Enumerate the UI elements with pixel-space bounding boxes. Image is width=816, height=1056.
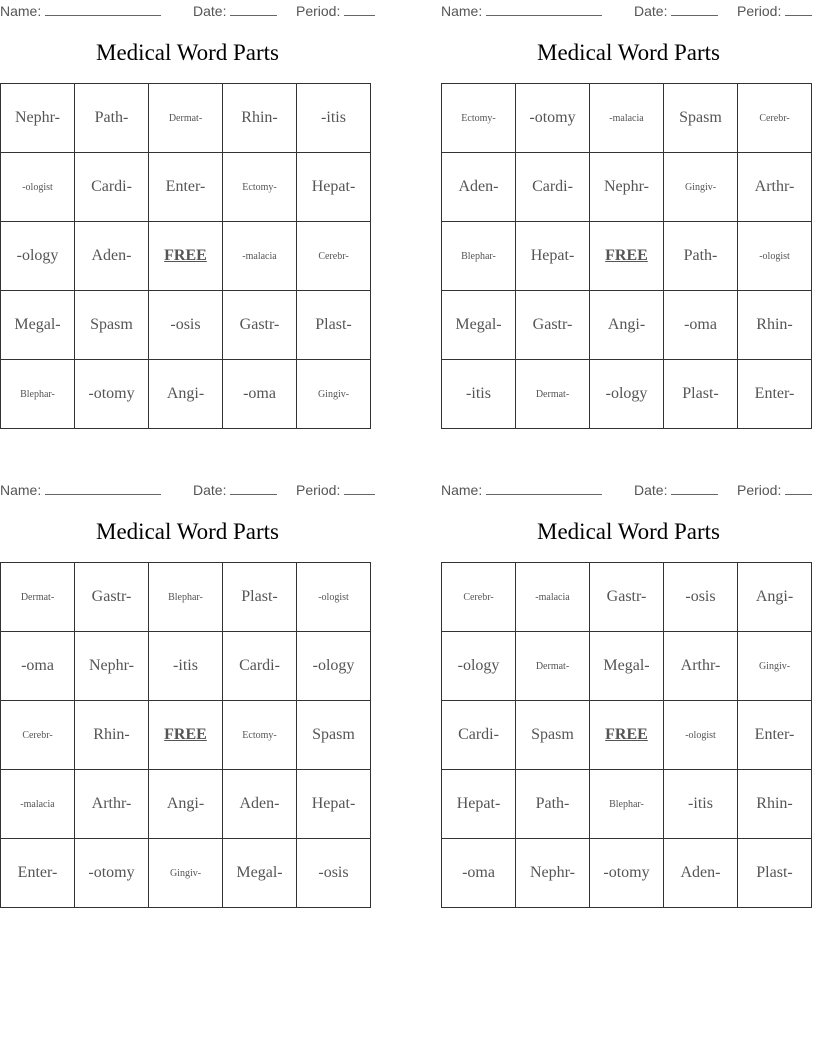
grid-row [1, 360, 371, 429]
grid-cell: Rhin- [223, 84, 297, 153]
name-blank [45, 3, 161, 16]
grid-cell: Cardi- [223, 632, 297, 701]
grid-cell: Arthr- [75, 770, 149, 839]
period-label: Period: [737, 482, 782, 498]
name-blank [45, 482, 161, 495]
grid-cell: -otomy [590, 839, 664, 908]
grid-cell: Gingiv- [738, 632, 812, 701]
bingo-grid [441, 562, 812, 908]
grid-cell: -otomy [516, 84, 590, 153]
period-blank [344, 482, 375, 495]
grid-cell: Hepat- [297, 770, 371, 839]
grid-cell: Cardi- [75, 153, 149, 222]
grid-cell: Megal- [590, 632, 664, 701]
period-field [737, 482, 812, 498]
grid-cell: Angi- [149, 360, 223, 429]
period-field [737, 3, 812, 19]
grid-cell: Ectomy- [442, 84, 516, 153]
grid-row [442, 839, 812, 908]
bingo-grid [0, 562, 371, 908]
grid-cell: Gingiv- [664, 153, 738, 222]
grid-row [442, 563, 812, 632]
grid-cell: Gingiv- [149, 839, 223, 908]
grid-cell: Plast- [738, 839, 812, 908]
period-label: Period: [737, 3, 782, 19]
grid-cell: -malacia [590, 84, 664, 153]
grid-cell: Path- [664, 222, 738, 291]
grid-cell: -itis [149, 632, 223, 701]
grid-cell: Rhin- [738, 770, 812, 839]
grid-cell: Nephr- [75, 632, 149, 701]
grid-cell: Plast- [297, 291, 371, 360]
grid-cell: -ology [1, 222, 75, 291]
grid-cell: -itis [442, 360, 516, 429]
grid-row [1, 839, 371, 908]
period-blank [344, 3, 375, 16]
grid-cell: Angi- [590, 291, 664, 360]
grid-cell: Plast- [664, 360, 738, 429]
name-blank [486, 482, 602, 495]
period-label: Period: [296, 482, 341, 498]
grid-cell: -ology [442, 632, 516, 701]
grid-cell: -otomy [75, 360, 149, 429]
grid-cell: Path- [516, 770, 590, 839]
grid-row [1, 84, 371, 153]
date-label: Date: [193, 3, 227, 19]
grid-cell: Nephr- [516, 839, 590, 908]
grid-row [1, 222, 371, 291]
date-label: Date: [634, 3, 668, 19]
grid-cell: Enter- [149, 153, 223, 222]
grid-row [442, 84, 812, 153]
grid-cell: Rhin- [738, 291, 812, 360]
free-space: FREE [149, 222, 223, 291]
grid-cell: -otomy [75, 839, 149, 908]
grid-cell: Dermat- [516, 632, 590, 701]
grid-cell: Hepat- [442, 770, 516, 839]
grid-row [442, 291, 812, 360]
date-field [193, 482, 277, 498]
grid-row [442, 701, 812, 770]
grid-cell: Ectomy- [223, 153, 297, 222]
grid-cell: Plast- [223, 563, 297, 632]
grid-cell: -oma [1, 632, 75, 701]
grid-cell: Angi- [149, 770, 223, 839]
grid-cell: Hepat- [516, 222, 590, 291]
grid-row [1, 153, 371, 222]
date-blank [671, 482, 718, 495]
grid-cell: -osis [664, 563, 738, 632]
date-blank [671, 3, 718, 16]
grid-cell: Cardi- [516, 153, 590, 222]
grid-cell: Megal- [1, 291, 75, 360]
grid-cell: -ologist [738, 222, 812, 291]
grid-cell: Angi- [738, 563, 812, 632]
grid-cell: Aden- [664, 839, 738, 908]
grid-cell: -malacia [1, 770, 75, 839]
grid-cell: Spasm [664, 84, 738, 153]
name-label: Name: [441, 482, 483, 498]
grid-cell: Aden- [75, 222, 149, 291]
grid-cell: -malacia [516, 563, 590, 632]
period-label: Period: [296, 3, 341, 19]
grid-cell: Cardi- [442, 701, 516, 770]
card-title: Medical Word Parts [96, 519, 279, 544]
grid-row [1, 701, 371, 770]
grid-cell: Cerebr- [1, 701, 75, 770]
grid-cell: -ology [297, 632, 371, 701]
grid-cell: -malacia [223, 222, 297, 291]
grid-row [1, 563, 371, 632]
grid-cell: Dermat- [516, 360, 590, 429]
grid-cell: -osis [297, 839, 371, 908]
name-field [441, 3, 602, 19]
grid-cell: Spasm [75, 291, 149, 360]
grid-cell: -oma [223, 360, 297, 429]
bingo-grid [0, 83, 371, 429]
grid-row [442, 222, 812, 291]
date-blank [230, 3, 277, 16]
period-blank [785, 3, 812, 16]
grid-cell: Spasm [516, 701, 590, 770]
grid-cell: Cerebr- [442, 563, 516, 632]
grid-cell: Dermat- [1, 563, 75, 632]
name-field [441, 482, 602, 498]
name-field [0, 482, 161, 498]
free-space: FREE [590, 701, 664, 770]
card-title: Medical Word Parts [537, 519, 720, 544]
name-blank [486, 3, 602, 16]
grid-cell: -ologist [664, 701, 738, 770]
grid-cell: Nephr- [1, 84, 75, 153]
date-label: Date: [634, 482, 668, 498]
grid-cell: Path- [75, 84, 149, 153]
grid-cell: Dermat- [149, 84, 223, 153]
grid-cell: -itis [664, 770, 738, 839]
grid-cell: Blephar- [590, 770, 664, 839]
name-field [0, 3, 161, 19]
date-field [193, 3, 277, 19]
grid-cell: Hepat- [297, 153, 371, 222]
name-label: Name: [441, 3, 483, 19]
grid-cell: Enter- [1, 839, 75, 908]
card-title: Medical Word Parts [96, 40, 279, 65]
grid-cell: -itis [297, 84, 371, 153]
date-field [634, 3, 718, 19]
grid-cell: Blephar- [149, 563, 223, 632]
date-label: Date: [193, 482, 227, 498]
grid-cell: Gastr- [223, 291, 297, 360]
period-blank [785, 482, 812, 495]
grid-cell: -oma [442, 839, 516, 908]
grid-cell: -ology [590, 360, 664, 429]
grid-cell: -osis [149, 291, 223, 360]
grid-row [442, 632, 812, 701]
grid-row [1, 291, 371, 360]
grid-cell: Megal- [442, 291, 516, 360]
period-field [296, 3, 375, 19]
grid-cell: Arthr- [738, 153, 812, 222]
grid-cell: Blephar- [442, 222, 516, 291]
grid-cell: -ologist [1, 153, 75, 222]
grid-cell: Gastr- [75, 563, 149, 632]
grid-cell: Gastr- [590, 563, 664, 632]
bingo-grid [441, 83, 812, 429]
grid-cell: Enter- [738, 701, 812, 770]
grid-cell: Megal- [223, 839, 297, 908]
name-label: Name: [0, 482, 42, 498]
period-field [296, 482, 375, 498]
grid-cell: Spasm [297, 701, 371, 770]
card-title: Medical Word Parts [537, 40, 720, 65]
free-space: FREE [590, 222, 664, 291]
grid-cell: Blephar- [1, 360, 75, 429]
grid-cell: -oma [664, 291, 738, 360]
grid-row [442, 770, 812, 839]
grid-cell: Aden- [223, 770, 297, 839]
grid-cell: Cerebr- [738, 84, 812, 153]
grid-row [1, 770, 371, 839]
grid-row [442, 153, 812, 222]
grid-cell: Gastr- [516, 291, 590, 360]
date-blank [230, 482, 277, 495]
grid-cell: Rhin- [75, 701, 149, 770]
grid-row [1, 632, 371, 701]
grid-cell: Nephr- [590, 153, 664, 222]
free-space: FREE [149, 701, 223, 770]
grid-cell: Arthr- [664, 632, 738, 701]
grid-cell: Enter- [738, 360, 812, 429]
grid-row [442, 360, 812, 429]
grid-cell: -ologist [297, 563, 371, 632]
grid-cell: Aden- [442, 153, 516, 222]
grid-cell: Ectomy- [223, 701, 297, 770]
date-field [634, 482, 718, 498]
grid-cell: Gingiv- [297, 360, 371, 429]
name-label: Name: [0, 3, 42, 19]
grid-cell: Cerebr- [297, 222, 371, 291]
